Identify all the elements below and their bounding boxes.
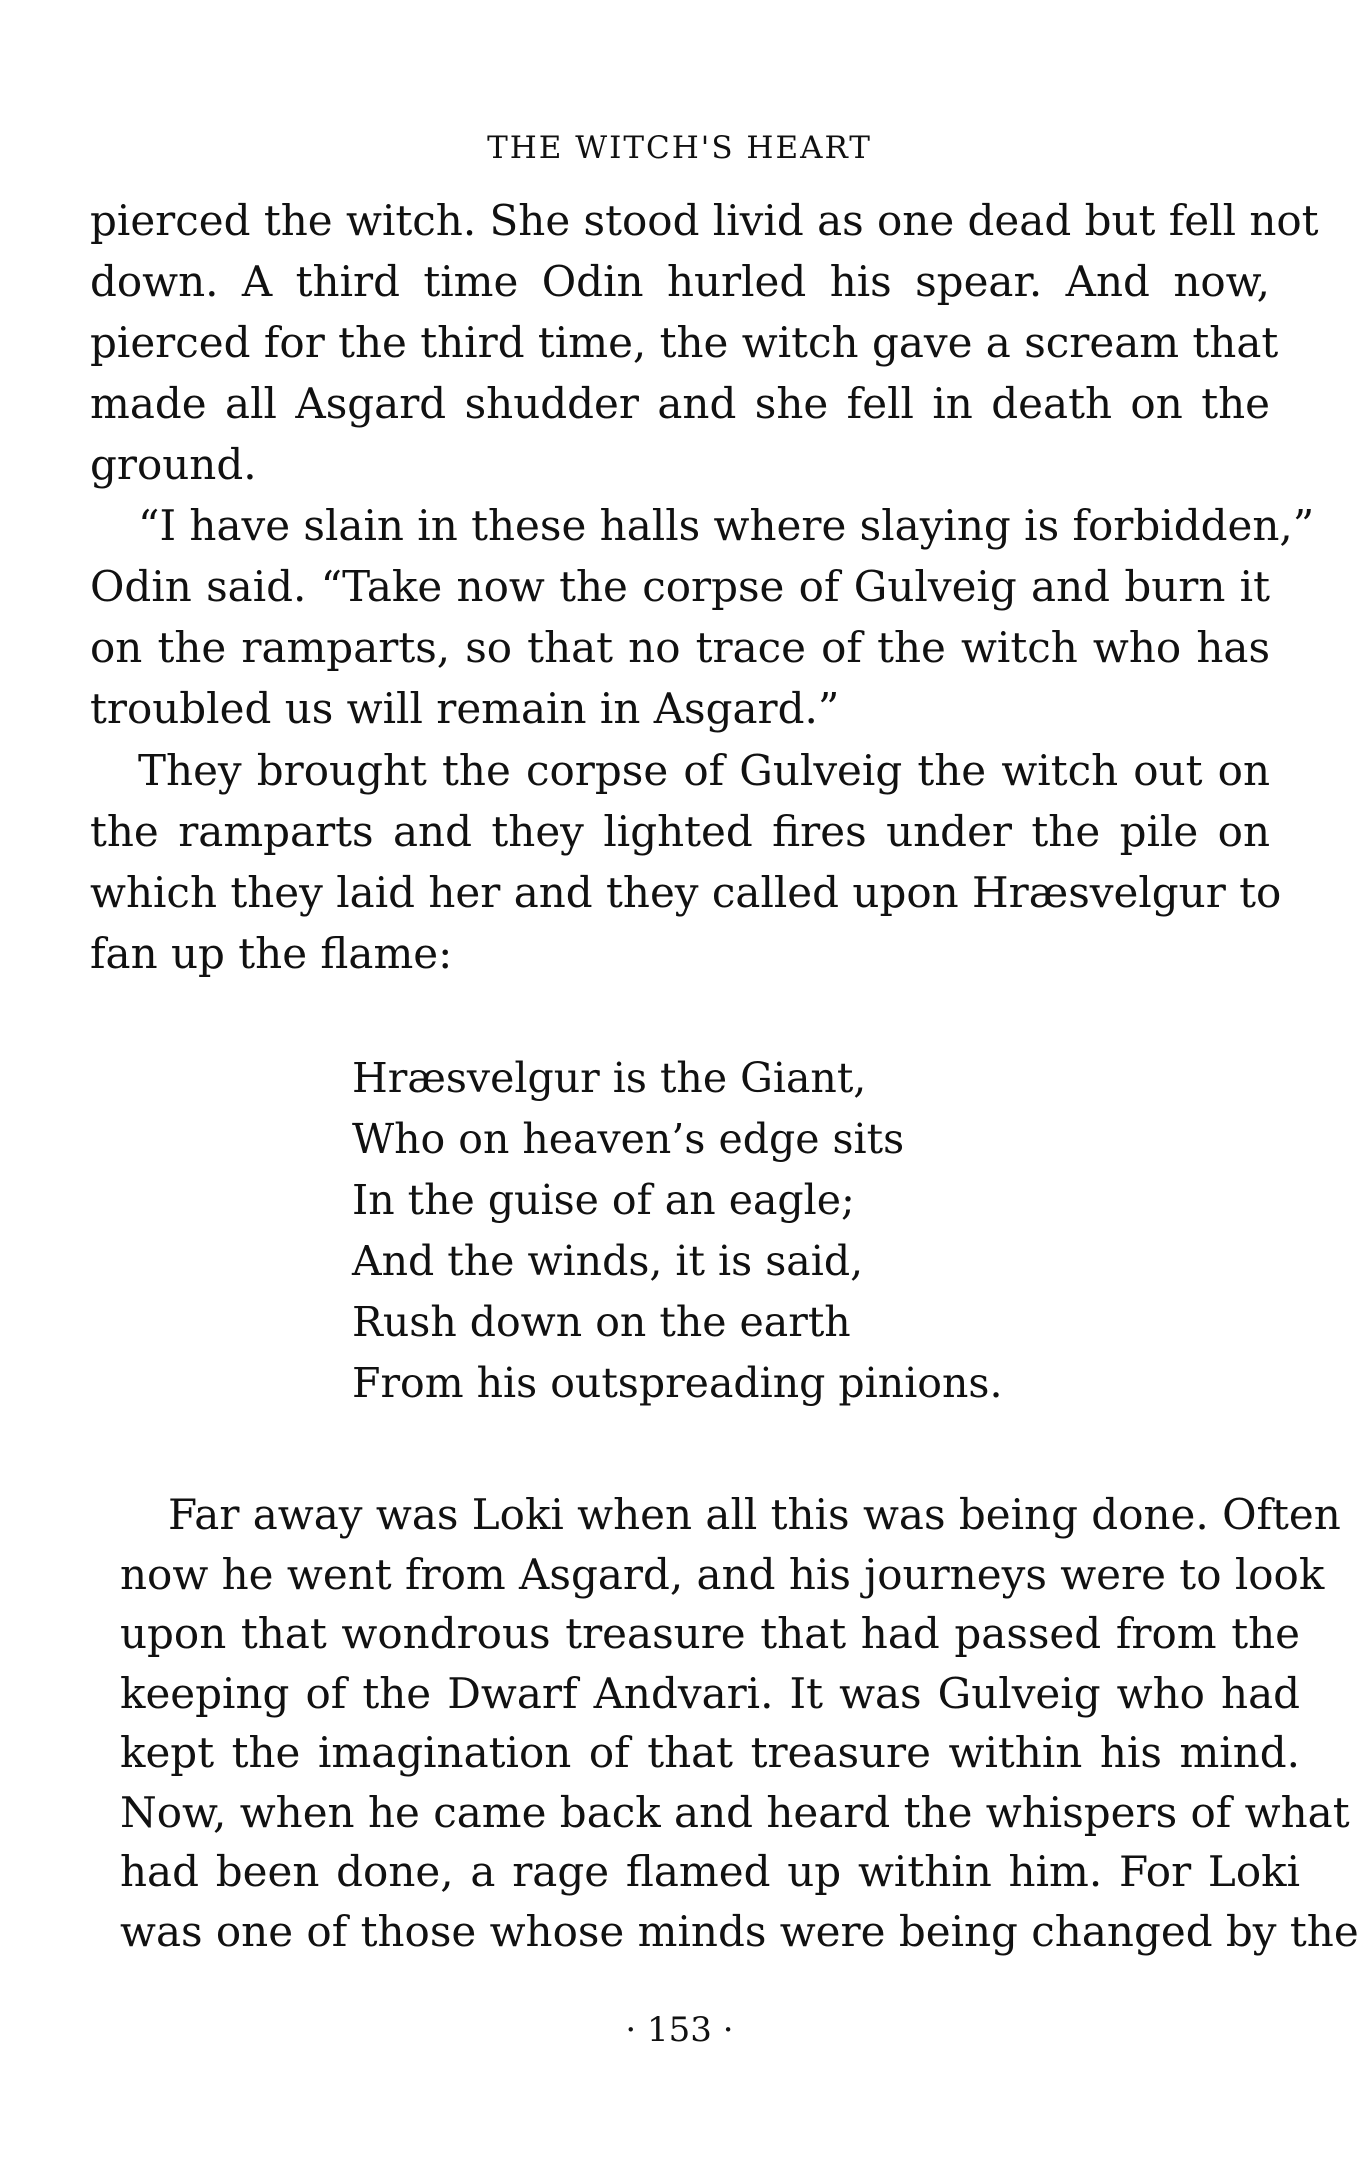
verse-line: From his outspreading pinions. [352, 1359, 1003, 1407]
text-line: pierced the witch. She stood livid as one dead but fell not [90, 196, 1319, 245]
text-line: Now, when he came back and heard the whispers of what [120, 1787, 1350, 1837]
text-line: the ramparts and they lighted fires under the pile on [90, 807, 1270, 856]
text-line: Far away was Loki when all this was being done. Often [168, 1490, 1341, 1539]
text-line: Odin said. “Take now the corpse of Gulveig and burn it [90, 562, 1270, 611]
verse-line: And the winds, it is said, [352, 1237, 864, 1285]
text-line: upon that wondrous treasure that had passed from the [120, 1609, 1300, 1658]
verse-line: In the guise of an eagle; [352, 1176, 855, 1224]
text-line: which they laid her and they called upon Hræsvelgur to [90, 868, 1282, 917]
text-line: on the ramparts, so that no trace of the witch who has [90, 623, 1270, 672]
page-number: · 153 · [625, 2010, 734, 2050]
text-line: down. A third time Odin hurled his spear. And now, [90, 257, 1270, 306]
verse-line: Who on heaven’s edge sits [352, 1115, 905, 1163]
paragraph-2 [90, 495, 1315, 739]
running-head: THE WITCH'S HEART [487, 130, 872, 166]
text-line: pierced for the third time, the witch gave a scream that [90, 318, 1279, 367]
text-line: now he went from Asgard, and his journeys were to look [120, 1549, 1325, 1599]
text-line: “I have slain in these halls where slaying is forbidden,” [138, 501, 1315, 550]
verse-line: Rush down on the earth [352, 1298, 851, 1346]
text-line: made all Asgard shudder and she fell in death on the [90, 379, 1270, 428]
paragraph-4 [120, 1485, 1359, 1961]
text-line: kept the imagination of that treasure within his mind. [120, 1728, 1300, 1777]
verse-line: Hræsvelgur is the Giant, [352, 1054, 867, 1102]
text-line: troubled us will remain in Asgard.” [90, 684, 840, 733]
text-line: fan up the flame: [90, 929, 453, 978]
text-line: had been done, a rage flamed up within him. For Loki [120, 1847, 1300, 1896]
text-line: ground. [90, 440, 257, 489]
text-line: was one of those whose minds were being changed by the [120, 1906, 1359, 1956]
verse-stanza [352, 1048, 1002, 1414]
paragraph-1 [90, 190, 1319, 495]
text-line: keeping of the Dwarf Andvari. It was Gulveig who had [120, 1668, 1300, 1718]
text-line: They brought the corpse of Gulveig the witch out on [138, 746, 1270, 795]
paragraph-3 [90, 740, 1282, 984]
